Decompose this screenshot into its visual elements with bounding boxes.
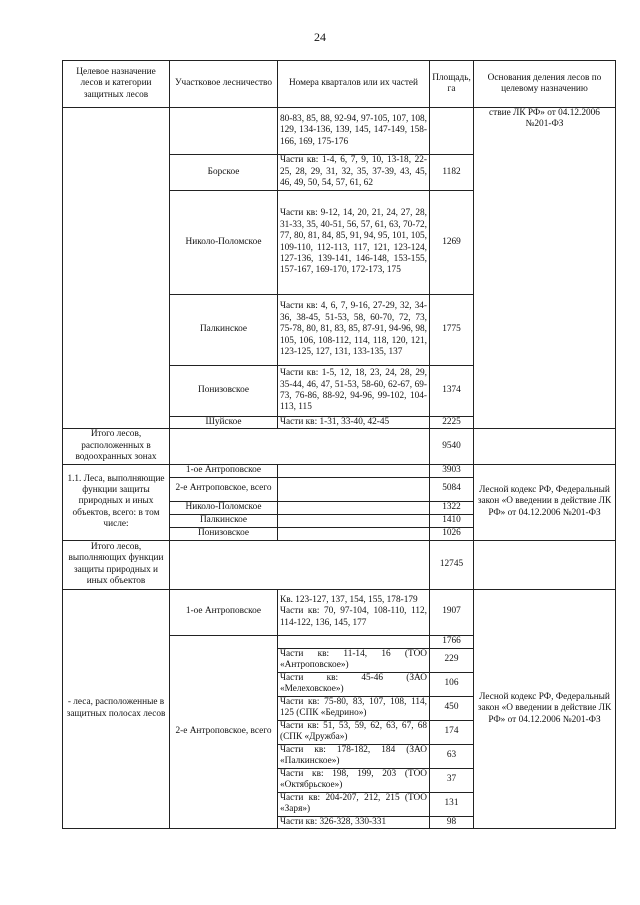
total-label: Итого лесов, расположенных в водоохранных зонах	[63, 429, 170, 464]
total-label: Итого лесов, выполняющих функции защиты природных и иных объектов	[63, 540, 170, 589]
purpose-cell-empty	[63, 108, 170, 429]
total-area: 9540	[430, 429, 474, 464]
basis-cell: Лесной кодекс РФ, Федеральный закон «О введении в действие ЛК РФ» от 04.12.2006 №201-ФЗ	[474, 464, 616, 540]
quarters-cell: Части кв: 51, 53, 59, 62, 63, 67, 68 (СПК «Дружба»)	[278, 720, 430, 744]
lesn-cell: Палкинское	[170, 514, 278, 527]
total-basis-empty	[474, 429, 616, 464]
lesn-cell: 1-ое Антроповское	[170, 589, 278, 635]
table-row	[63, 464, 616, 477]
area-cell: 1182	[430, 155, 474, 191]
quarters-cell-empty	[278, 464, 430, 477]
col-header-area: Площадь, га	[430, 61, 474, 108]
area-cell: 1766	[430, 635, 474, 648]
quarters-cell: Части кв: 204-207, 212, 215 (ТОО «Заря»)	[278, 792, 430, 816]
area-cell: 1907	[430, 589, 474, 635]
area-cell: 1269	[430, 191, 474, 295]
lesn-cell: 2-е Антроповское, всего	[170, 477, 278, 501]
quarters-cell: Части кв: 1-5, 12, 18, 23, 24, 28, 29, 35-44, 46, 47, 51-53, 58-60, 62-67, 69-73, 76-86, 88-92, 94-96, 99-102, 104-113, 115	[278, 366, 430, 417]
total-empty	[170, 540, 430, 589]
area-cell: 450	[430, 696, 474, 720]
quarters-cell-empty	[278, 501, 430, 514]
lesn-cell: Николо-Поломское	[170, 191, 278, 295]
quarters-cell: Части кв: 1-31, 33-40, 42-45	[278, 417, 430, 429]
total-row	[63, 429, 616, 464]
area-cell: 3903	[430, 464, 474, 477]
area-cell: 229	[430, 648, 474, 672]
quarters-cell: Части кв: 11-14, 16 (ТОО «Антроповское»)	[278, 648, 430, 672]
area-cell: 37	[430, 768, 474, 792]
table-row	[63, 589, 616, 635]
lesn-cell: Борское	[170, 155, 278, 191]
table-row	[63, 108, 616, 155]
quarters-cell: Части кв: 4, 6, 7, 9-16, 27-29, 32, 34-36, 38-45, 51-53, 58, 60-70, 72, 73, 75-78, 80, 81, 83, 85, 87-91, 94-96, 98, 105, 106, 108-112, 114, 118, 120, 121, 123-125, 127, 131, 133-135, 137	[278, 295, 430, 366]
quarters-cell: Части кв: 9-12, 14, 20, 21, 24, 27, 28, 31-33, 35, 40-51, 56, 57, 61, 63, 70-72, 77, 80, 81, 84, 85, 91, 94, 95, 101, 105, 109-110, 112-113, 117, 121, 123-124, 127-136, 139-141, 146-148, 153-155, 157-167, 169-170, 172-173, 175	[278, 191, 430, 295]
area-cell: 1374	[430, 366, 474, 417]
col-header-quarters: Номера кварталов или их частей	[278, 61, 430, 108]
quarters-cell: Части кв: 326-328, 330-331	[278, 816, 430, 828]
page-number: 24	[314, 30, 326, 44]
quarters-cell: 80-83, 85, 88, 92-94, 97-105, 107, 108, 129, 134-136, 139, 145, 147-149, 158-166, 169, 175-176	[278, 108, 430, 155]
lesn-cell: Понизовское	[170, 366, 278, 417]
quarters-line: Кв. 123-127, 137, 154, 155, 178-179	[280, 595, 418, 606]
quarters-cell-empty	[278, 527, 430, 540]
col-header-lesnichestvo: Участковое лесничество	[170, 61, 278, 108]
area-cell: 106	[430, 672, 474, 696]
lesn-cell: 2-е Антроповское, всего	[170, 635, 278, 828]
total-area: 12745	[430, 540, 474, 589]
total-empty	[170, 429, 430, 464]
quarters-cell: Части кв: 178-182, 184 (ЗАО «Палкинское»)	[278, 744, 430, 768]
area-cell: 174	[430, 720, 474, 744]
quarters-cell-empty	[278, 635, 430, 648]
section-label: - леса, расположенные в защитных полосах лесов	[63, 589, 170, 828]
total-row	[63, 540, 616, 589]
basis-cell: ствие ЛК РФ» от 04.12.2006 №201-ФЗ	[474, 108, 616, 429]
area-cell: 1775	[430, 295, 474, 366]
lesn-cell: 1-ое Антроповское	[170, 464, 278, 477]
lesn-cell: Понизовское	[170, 527, 278, 540]
area-cell: 1410	[430, 514, 474, 527]
area-cell: 5084	[430, 477, 474, 501]
area-cell: 1026	[430, 527, 474, 540]
header-row	[63, 61, 616, 108]
area-cell: 98	[430, 816, 474, 828]
col-header-basis: Основания деления лесов по целевому назначению	[474, 61, 616, 108]
quarters-cell: Части кв: 1-4, 6, 7, 9, 10, 13-18, 22-25, 28, 29, 31, 32, 35, 37-39, 43, 45, 46, 49, 50, 54, 57, 61, 62	[278, 155, 430, 191]
quarters-cell-empty	[278, 514, 430, 527]
lesn-cell: Палкинское	[170, 295, 278, 366]
area-cell: 1322	[430, 501, 474, 514]
quarters-cell: Части кв: 198, 199, 203 (ТОО «Октябрьское»)	[278, 768, 430, 792]
quarters-line: Части кв: 70, 97-104, 108-110, 112, 114-122, 136, 145, 177	[280, 606, 427, 628]
area-cell: 131	[430, 792, 474, 816]
quarters-cell: Части кв: 75-80, 83, 107, 108, 114, 125 (СПК «Бедрино»)	[278, 696, 430, 720]
area-cell: 2225	[430, 417, 474, 429]
quarters-cell-empty	[278, 477, 430, 501]
lesn-cell: Николо-Поломское	[170, 501, 278, 514]
lesn-cell: Шуйское	[170, 417, 278, 429]
col-header-purpose: Целевое назначение лесов и категории защитных лесов	[63, 61, 170, 108]
lesn-cell-empty	[170, 108, 278, 155]
total-basis-empty	[474, 540, 616, 589]
quarters-cell: Части кв: 45-46 (ЗАО «Мелеховское»)	[278, 672, 430, 696]
area-cell: 63	[430, 744, 474, 768]
section-label: 1.1. Леса, выполняющие функции защиты природных и иных объектов, всего: в том числе:	[63, 464, 170, 540]
area-cell-empty	[430, 108, 474, 155]
forest-table	[62, 60, 616, 829]
quarters-cell	[278, 589, 430, 635]
basis-cell: Лесной кодекс РФ, Федеральный закон «О введении в действие ЛК РФ» от 04.12.2006 №201-ФЗ	[474, 589, 616, 828]
